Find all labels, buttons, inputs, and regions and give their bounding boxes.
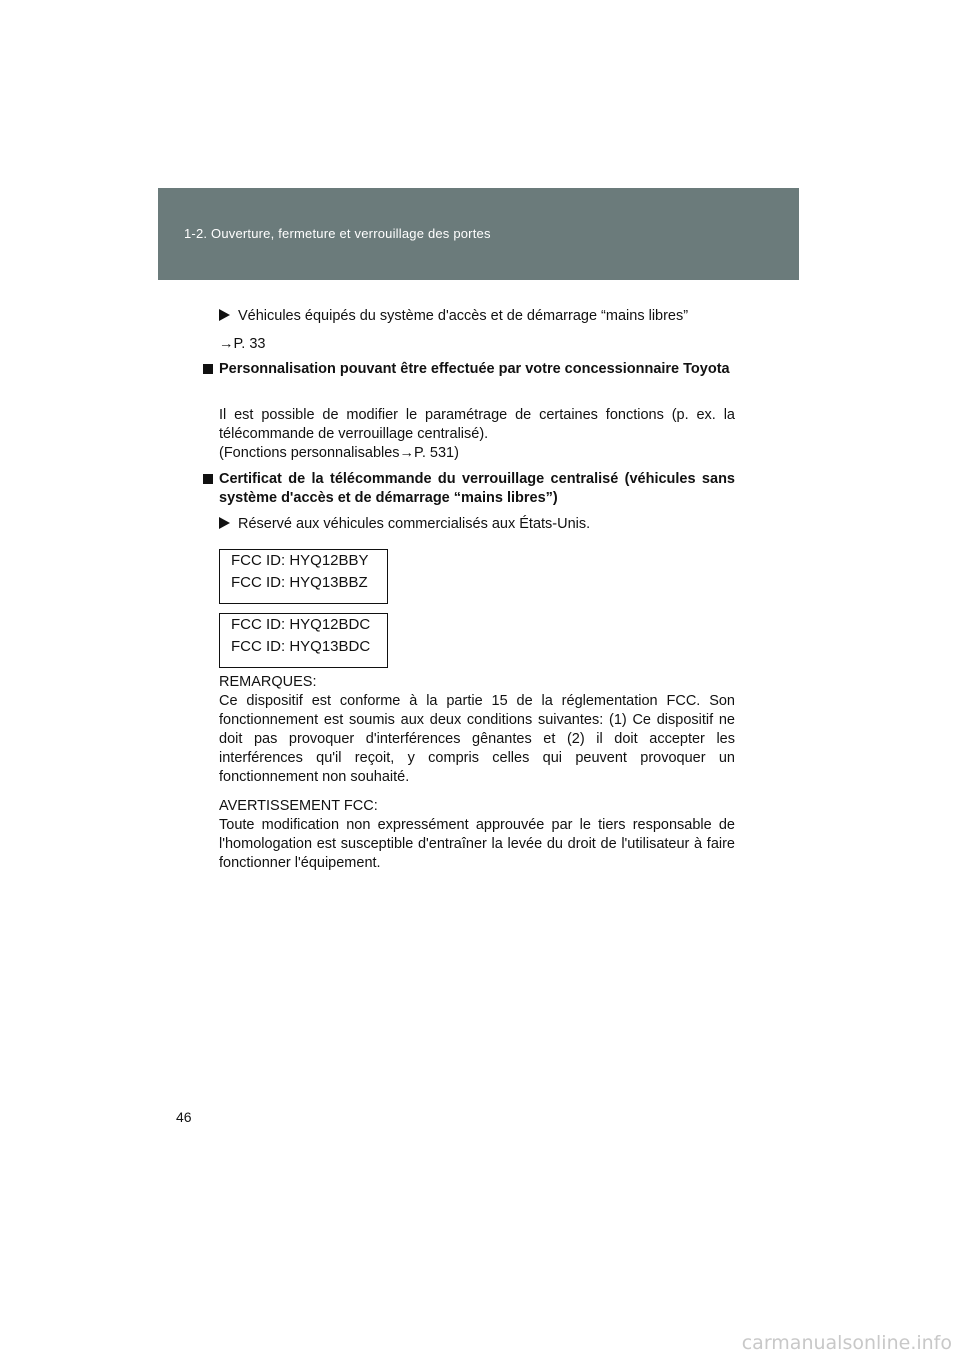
- triangle-right-icon: [219, 517, 230, 529]
- fcc-id: FCC ID: HYQ12BBY: [231, 552, 369, 569]
- fcc-id: FCC ID: HYQ13BBZ: [231, 574, 368, 591]
- warning-body: Toute modification non expressément approuvée par le tiers responsable de l'homologation est susceptible d'entraîner la levée du droit de l'utilisateur à faire fonctionner l'équipement.: [219, 817, 735, 871]
- watermark-logo: carmanualsonline.info: [741, 1332, 952, 1354]
- arrow-right-icon: →: [399, 445, 415, 461]
- square-bullet-icon: [203, 364, 213, 374]
- warning: [219, 797, 735, 873]
- heading-text: Certificat de la télécommande du verrouillage centralisé (véhicules sans système d'accès et de démarrage “mains libres”): [219, 471, 735, 506]
- remarks-body: Ce dispositif est conforme à la partie 15 de la réglementation FCC. Son fonctionnement est soumis aux deux conditions suivantes: (1) Ce dispositif ne doit pas provoquer d'interférences gênantes et (2) il doit accepter les interférences qu'il reçoit, y compris celles qui peuvent provoquer un fonctionnement non souhaité.: [219, 693, 735, 785]
- arrow-right-icon: →: [219, 336, 234, 352]
- remarks: [219, 673, 735, 787]
- square-bullet-icon: [203, 474, 213, 484]
- reference-link[interactable]: [219, 335, 735, 354]
- remarks-title: REMARQUES:: [219, 674, 317, 690]
- heading-text: Personnalisation pouvant être effectuée par votre concessionnaire Toyota: [219, 361, 730, 377]
- fcc-id: FCC ID: HYQ13BDC: [231, 638, 371, 655]
- paragraph-text: Il est possible de modifier le paramétrage de certaines fonctions (p. ex. la télécommande de verrouillage centralisé).: [219, 407, 735, 442]
- warning-title: AVERTISSEMENT FCC:: [219, 798, 378, 814]
- item-text: Véhicules équipés du système d'accès et de démarrage “mains libres”: [238, 308, 689, 324]
- reference-prefix: (Fonctions personnalisables: [219, 445, 400, 461]
- section-header: [158, 188, 799, 280]
- paragraph: [219, 406, 735, 463]
- triangle-right-icon: [219, 309, 230, 321]
- fcc-id: FCC ID: HYQ12BDC: [231, 616, 371, 633]
- reference-text[interactable]: P. 531): [414, 445, 459, 461]
- section-heading: [219, 360, 735, 379]
- item-text: Réservé aux véhicules commercialisés aux États-Unis.: [238, 516, 591, 532]
- section-title: 1-2. Ouverture, fermeture et verrouillage des portes: [184, 226, 491, 241]
- list-item: [219, 307, 735, 326]
- section-heading: [219, 470, 735, 508]
- page-number: 46: [176, 1109, 192, 1125]
- fcc-id-box: [219, 549, 388, 604]
- fcc-id-box: [219, 613, 388, 668]
- list-item: [219, 515, 735, 534]
- reference-text: P. 33: [233, 336, 266, 352]
